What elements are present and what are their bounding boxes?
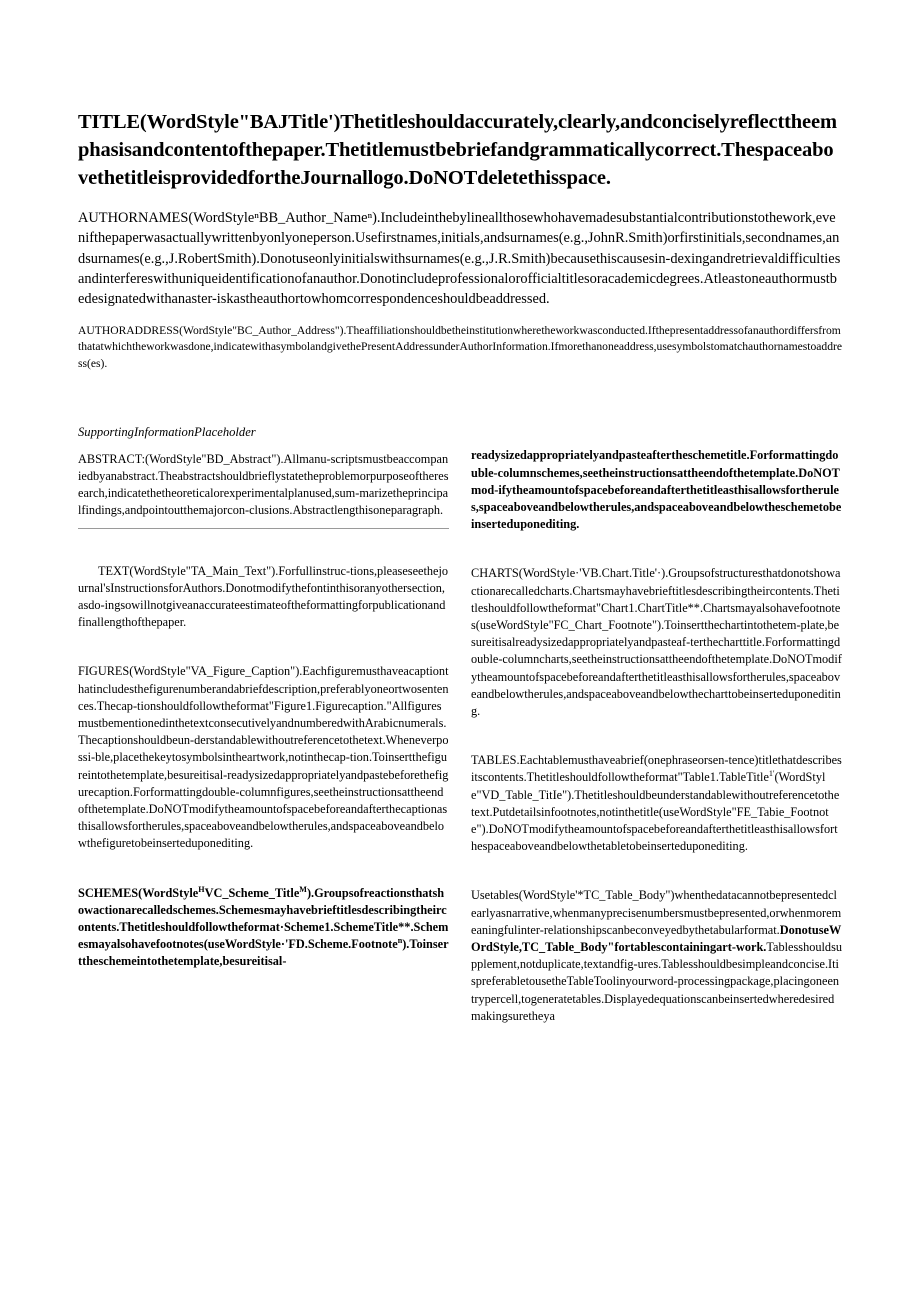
schemes-text-part-4: ).Toinserttheschemeintothetemplate,besureitisal- — [78, 937, 449, 969]
page-content — [78, 108, 842, 1039]
paragraph-spacer-2 — [78, 867, 449, 885]
schemes-text-part-2: VC_Scheme_Title — [204, 885, 300, 900]
tables-text-part-2: (WordStyle"VD_Table_TitIe").Thetitleshouldbeunderstandablewithoutreferencetothetext.Putdetailsinfootnotes,notinthetitle(useWordStyle"FE_Tabie_Footnote").DoNOTmodifytheamountofspacebeforeandafterthetitleasthisallowsforthespaceaboveandbelowthetabletobeinserteduponediting. — [471, 770, 840, 854]
figures-section-paragraph: FIGURES(WordStyle"VA_Figure_Caption").Eachfiguremusthaveacaptionthatincludesthefigurenumberandabriefdescription,preferablyoneortwosentences.Thecap-tionshouldfollowtheformat"Figure1.Figurecaption."AllfiguresmustbementionedinthetextconsecutivelyandnumberedwithArabicnumerals.Thecaptionshouldbeun-derstandablewithoutreferencetothetext.Wheneverpossi-ble,placethekeytosymbolsintheartwork,notinthecap-tion.Toinsertthefigureintothetemplate,besureitisal-readysizedappropriatelyandpastebeforethefigurecaption.Forformattingdouble-columnfigures,seetheinstructionsattheendofthetemplate.DoNOTmodifytheamountofspacebeforeandafterthecaptionasthisallowsfortherules,spaceaboveandbelowtherules,andspaceaboveandbelowthefiguretobeinserteduponediting. — [78, 664, 449, 851]
paragraph-spacer — [78, 645, 449, 663]
use-tables-text-part-2: Tablesshouldsupplement,notduplicate,textandfig-ures.Tablesshouldbesimpleandconcise.ItispreferabletousetheTableToolinyourword-processingpackage,placingoneentrypercell,togeneratetables.Displayedequationscanbeinsertedwheredesiredmakingsuretheya — [471, 940, 843, 1023]
supporting-information-placeholder: SupportingInformationPlaceholder — [78, 425, 256, 440]
schemes-superscript-1: H — [198, 884, 205, 894]
author-address-block — [78, 323, 842, 372]
schemes-superscript-2: M — [299, 884, 307, 894]
two-column-body — [78, 424, 842, 1039]
use-tables-paragraph — [471, 887, 842, 1025]
schemes-text-part-1: SCHEMES(WordStyle — [78, 885, 199, 900]
tables-section-paragraph — [471, 752, 842, 855]
use-tables-bold-warning: DonotuseWOrdStyle,TC_Table_Body"fortablescontainingart-work. — [471, 922, 842, 955]
schemes-section-paragraph — [78, 885, 449, 971]
author-address-paragraph: AUTHORADDRESS(WordStyle"BC_Author_Address").Theaffiliationshouldbetheinstitutionwheretheworkwasconducted.Ifthepresentaddressofanauthordiffersfromthatatwhichtheworkwasdone,indicatewithasymbolandgivethePresentAddressunderAuthorInformation.Ifmorethanoneaddress,usesymbolstomatchauthornamestoaddress(es). — [78, 324, 843, 370]
schemes-text-part-3: ).Groupsofreactionsthatshowactionarecalledschemes.Schemesmayhavebrieftitlesdescribingtheircontents.Thetitleshouldfollowtheformat·Scheme1.SchemeTitle**.Schemesmayalsohavefootnotes(useWordStyle·'FD.Scheme.Footnote — [78, 885, 449, 952]
tables-text-part-1: TABLES.Eachtablemusthaveabrief(onephraseorsen-tence)titlethatdescribesitscontents.Thetitleshouldfollowtheformat"Table1.TableTitle — [471, 753, 842, 785]
right-column — [471, 424, 842, 1039]
abstract-paragraph: ABSTRACT:(WordStyle"BD_Abstract").Allmanu-scriptsmustbeaccompaniedbyanabstract.Theabstractshouldbrieflystatetheproblemorpurposeoftheresearch,indicatethetheoreticalorexperimentalplanused,sum-marizetheprincipalfindings,andpointoutthemajorcon-clusions.Abstractlengthisoneparagraph. — [78, 451, 449, 518]
schemes-continued-paragraph: readysizedappropriatelyandpasteaftertheschemetitle.Forformattingdouble-columnschemes,seetheinstructionsattheendofthetemplate.DoNOTmod-ifytheamountofspacebeforeandafterthetitleasthisallowsfortherules,spaceaboveandbelowtherules,andspaceaboveandbelowtheschemetobeinserteduponediting. — [471, 448, 842, 532]
author-names-block — [78, 208, 842, 309]
abstract-divider-rule — [78, 528, 449, 529]
right-paragraph-spacer-1 — [471, 547, 842, 565]
schemes-superscript-3: n — [397, 936, 403, 946]
left-column — [78, 424, 449, 984]
author-names-paragraph: AUTHORNAMES(WordStyleⁿBB_Author_Nameⁿ).Includeinthebylineallthosewhohavemadesubstantialcontributionstothework,evenifthepaperwasactuallywrittenbyonlyoneperson.Usefirstnames,initials,andsurnames(e.g.,JohnR.Smith)orfirstinitials,secondnames,andsurnames(e.g.,J.RobertSmith).Donotuseonlyinitialswithsurnames(e.g.,J.R.Smith)becausethiscausesin-dexingandretrievaldifficultiesandinterfereswithuniqueidentificationofanauthor.Donotincludeprofessionaloroffic​ialtitlesoracademicdegrees.Atleastoneauthormustbedesignatedwithanaster-iskastheauthortowhomcorrespondenceshouldbeaddressed. — [78, 210, 841, 307]
tables-superscript-1: 1' — [768, 769, 775, 779]
charts-section-paragraph: CHARTS(WordStyle·'VB.Chart.Title'·).Groupsofstructuresthatdonotshowactionarecalledcharts.Chartsmayhavebrieftitlesdescribingtheircontents.Thetitleshouldfollowtheformat"Chart1.ChartTitle**.Chartsmayalsohavefootnotes(useWordStyle"FC_Chart_Footnote").Toinsertthechartintothetem-plate,besureitisalreadysizedappropriatelyandpasteaf-terthecharttitle.Forformattingdouble-columncharts,seetheinstructionsattheendofthetemplate.DoNOTmodifytheamountofspacebeforeandafterthetitleasthisallowsfortherules,spaceaboveandbelowtherules,andspaceaboveandbelowthecharttobeinserteduponediting. — [471, 566, 842, 719]
right-paragraph-spacer-2 — [471, 734, 842, 752]
use-tables-text-part-1: Usetables(WordStyle'*TC_Table_Body")whenthedatacannotbepresentedclearlyasnarrative,whenmanyprecisenumbersmustbepresented,orwhenmoremeaningfulinter-relationshipscanbeconveyedbythetabularformat. — [471, 888, 842, 937]
page-title: TITLE(WordStyle"BAJTitle')Thetitleshouldaccurately,clearly,andconciselyreflecttheemphasisandcontentofthepaper.Thetitlemustbebriefandgrammaticallycorrect.ThespaceabovethetitleisprovidedfortheJournallogo.DoNOTdeletethisspace. — [78, 111, 837, 190]
text-section-paragraph: TEXT(WordStyle"TA_Main_Text").Forfullinstruc-tions,pleaseseethejournal'sInstructionsforAuthors.Donotmodifythefontinthisoranyothersection,asdo-ingsowillnotgiveanaccurateestimateoftheformattingforpublicationandfinallengthofthepaper. — [78, 563, 449, 630]
right-paragraph-spacer-3 — [471, 869, 842, 887]
